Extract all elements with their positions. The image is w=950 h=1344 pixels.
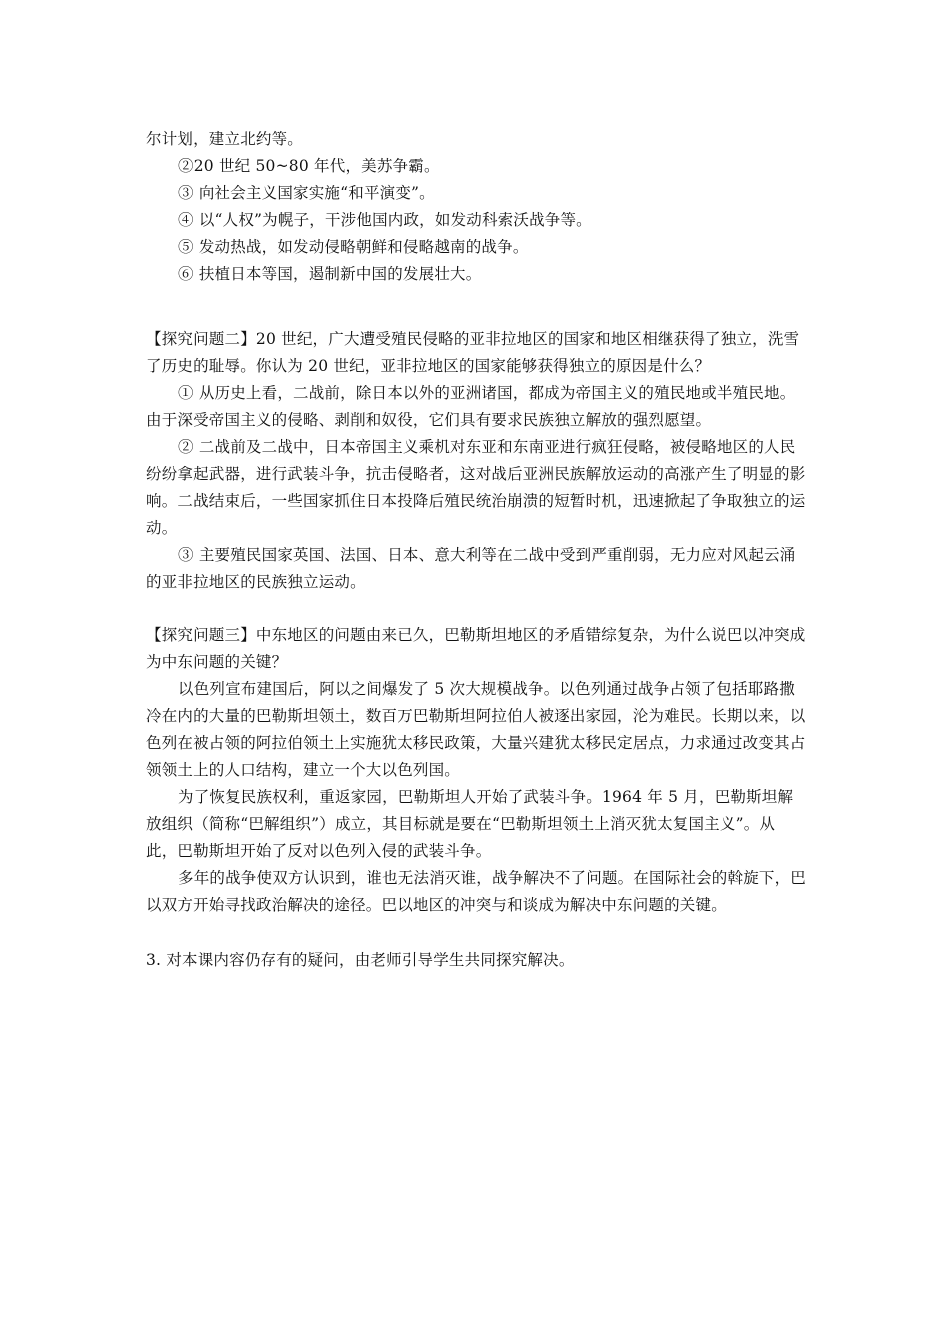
section-remaining-questions bbox=[146, 947, 806, 974]
section-inquiry-three bbox=[146, 622, 806, 919]
answer-paragraph: ① 从历史上看，二战前，除日本以外的亚洲诸国，都成为帝国主义的殖民地或半殖民地。由于深受帝国主义的侵略、剥削和奴役，它们具有要求民族独立解放的强烈愿望。 bbox=[146, 384, 796, 429]
answer-paragraph: ② 二战前及二战中，日本帝国主义乘机对东亚和东南亚进行疯狂侵略，被侵略地区的人民纷纷拿起武器，进行武装斗争，抗击侵略者，这对战后亚洲民族解放运动的高涨产生了明显的影响。二战结束后，一些国家抓住日本投降后殖民统治崩溃的短暂时机，迅速掀起了争取独立的运动。 bbox=[146, 438, 806, 537]
section-cold-war-policies bbox=[146, 126, 806, 288]
answer-paragraph: 以色列宣布建国后，阿以之间爆发了 5 次大规模战争。以色列通过战争占领了包括耶路撒冷在内的大量的巴勒斯坦领土，数百万巴勒斯坦阿拉伯人被逐出家园，沦为难民。长期以来，以色列在被占领的阿拉伯领土上实施犹太移民政策，大量兴建犹太移民定居点，力求通过改变其占领领土上的人口结构，建立一个大以色列国。 bbox=[146, 680, 806, 779]
list-item: ④ 以“人权”为幌子，干涉他国内政，如发动科索沃战争等。 bbox=[178, 211, 592, 229]
list-item: ③ 向社会主义国家实施“和平演变”。 bbox=[178, 184, 435, 202]
answer-paragraph: ③ 主要殖民国家英国、法国、日本、意大利等在二战中受到严重削弱，无力应对风起云涌的亚非拉地区的民族独立运动。 bbox=[146, 546, 796, 591]
answer-paragraph: 为了恢复民族权利，重返家园，巴勒斯坦人开始了武装斗争。1964 年 5 月，巴勒斯坦解放组织（简称“巴解组织”）成立，其目标就是要在“巴勒斯坦领土上消灭犹太复国主义”。从此，巴勒斯坦开始了反对以色列入侵的武装斗争。 bbox=[146, 788, 794, 860]
closing-item: 3. 对本课内容仍存有的疑问，由老师引导学生共同探究解决。 bbox=[146, 951, 575, 969]
list-item: ②20 世纪 50~80 年代，美苏争霸。 bbox=[178, 157, 440, 175]
answer-paragraph: 多年的战争使双方认识到，谁也无法消灭谁，战争解决不了问题。在国际社会的斡旋下，巴以双方开始寻找政治解决的途径。巴以地区的冲突与和谈成为解决中东问题的关键。 bbox=[146, 869, 807, 914]
inquiry-question: 【探究问题二】20 世纪，广大遭受殖民侵略的亚非拉地区的国家和地区相继获得了独立，洗雪了历史的耻辱。你认为 20 世纪，亚非拉地区的国家能够获得独立的原因是什么？ bbox=[146, 330, 800, 375]
section-inquiry-two bbox=[146, 326, 806, 596]
inquiry-question: 【探究问题三】中东地区的问题由来已久，巴勒斯坦地区的矛盾错综复杂，为什么说巴以冲突成为中东问题的关键？ bbox=[146, 626, 806, 671]
continuation-line: 尔计划，建立北约等。 bbox=[146, 130, 304, 148]
list-item: ⑤ 发动热战，如发动侵略朝鲜和侵略越南的战争。 bbox=[178, 238, 529, 256]
list-item: ⑥ 扶植日本等国，遏制新中国的发展壮大。 bbox=[178, 265, 482, 283]
